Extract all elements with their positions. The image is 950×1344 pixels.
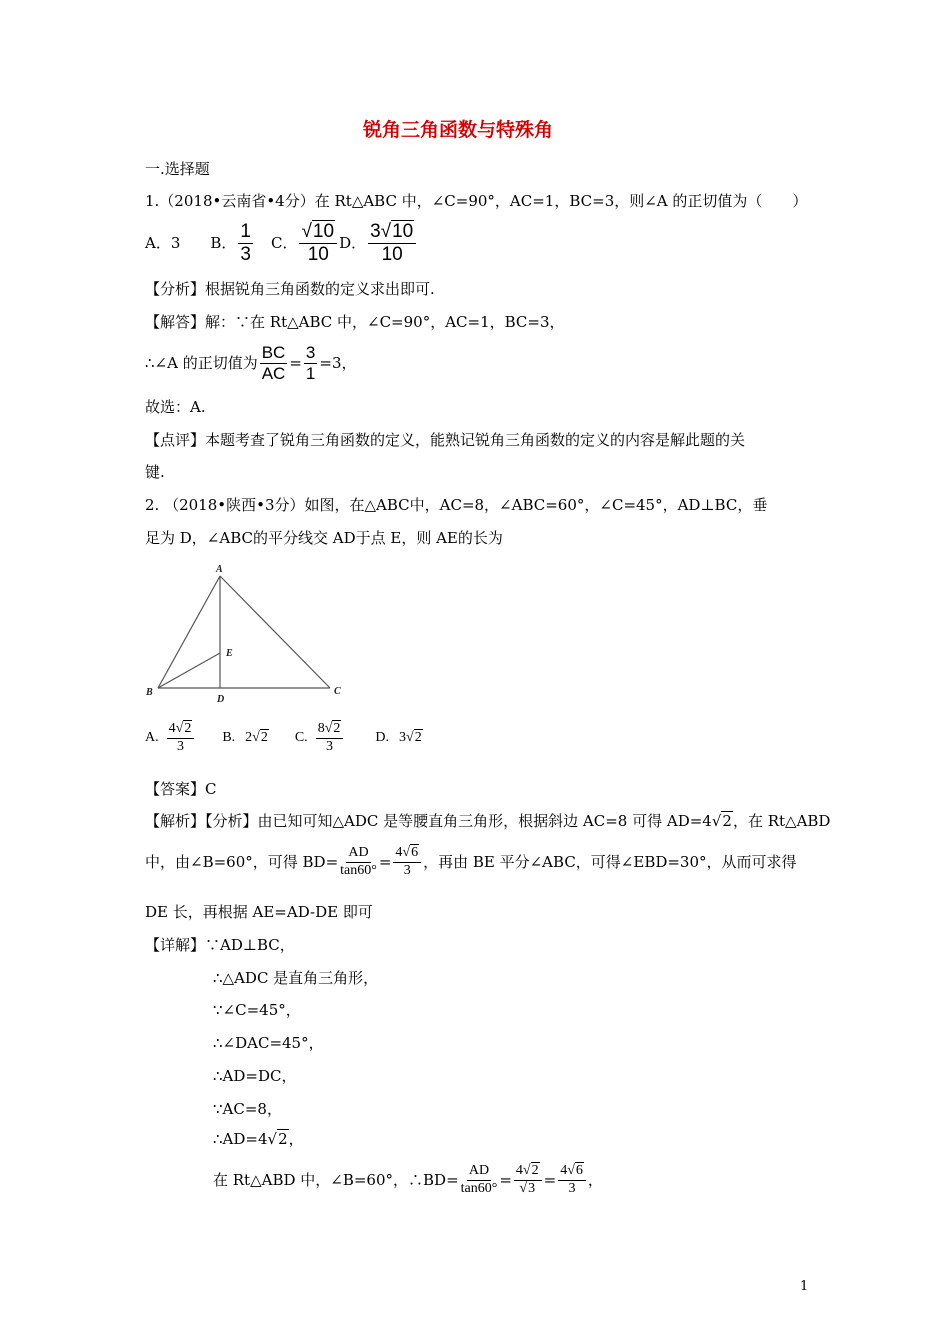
q2-bd-fraction-1: $\frac{AD}{\tan 60^\circ}$ [340,845,377,878]
q2-step-2: ∵∠C=45°， [213,1001,301,1019]
q2-step-1: ∴△ADC 是直角三角形， [213,969,379,987]
q1-opt-a: A．3 [145,233,181,252]
q1-comment-line1: 【点评】本题考查了锐角三角函数的定义，能熟记锐角三角函数的定义的内容是解此题的关 [145,431,746,449]
q2-last-fraction-2: $\frac{4√2}{√3}$ [514,1164,542,1196]
q1-tan-fraction-1: $\frac{BC}{AC}$ [261,343,286,383]
q1-opt-b-fraction: $\frac{1}{3}$ [240,221,251,265]
q2-stem-line2: 足为 D，∠ABC的平分线交 AD于点 E，则 AE的长为 [145,529,503,547]
q2-analysis-line2: 中，由∠B=60°，可得 BD= $\frac{AD}{\tan 60^\circ}$ = $\frac{4√6}{3}$ ，再由 BE 平分∠ABC，可得∠EBD=30°，从而可求得 [145,845,797,878]
q2-last-fraction-1: $\frac{AD}{\tan 60^\circ}$ [460,1163,498,1196]
q1-tan-fraction-2: $\frac{3}{1}$ [305,343,316,383]
q2-step-4: ∴AD=DC， [213,1067,297,1085]
q2-answer: 【答案】C [145,780,217,798]
q1-comment-line2: 键. [145,463,165,481]
q1-stem: 1.（2018•云南省•4分）在 Rt△ABC 中，∠C=90°，AC=1，BC=3，则∠A 的正切值为（ ） [145,192,808,210]
q2-last-line: 在 Rt△ABD 中，∠B=60°，∴BD= $\frac{AD}{\tan 60^\circ}$ = $\frac{4√2}{√3}$ = $\frac{4√6}{3}$ ， [213,1163,603,1196]
q2-options: A. $\frac{4√2}{3}$ B. 2√2 C. $\frac{8√2}{3}$ D. 3√2 [145,721,422,754]
page-number: 1 [800,1279,809,1294]
q2-opt-a-fraction: $\frac{4√2}{3}$ [167,722,195,754]
q2-analysis-line1: 【解析】【分析】由已知可知△ADC 是等腰直角三角形，根据斜边 AC=8 可得 AD=4√2，在 Rt△ABD [145,812,831,830]
q2-step-3: ∴∠DAC=45°， [213,1034,324,1052]
label-e: E [226,648,233,659]
q2-step-ad: ∴AD=4√2， [213,1130,304,1148]
q2-last-fraction-3: $\frac{4√6}{3}$ [558,1164,586,1196]
q2-step-5: ∵AC=8， [213,1100,282,1118]
q1-solution: 【解答】解：∵在 Rt△ABC 中，∠C=90°，AC=1，BC=3， [145,313,565,331]
q1-opt-b-label: B． [210,233,237,252]
q2-bd-fraction-2: $\frac{4√6}{3}$ [393,846,421,878]
segment-ab [158,576,220,688]
q1-opt-d-fraction: $\frac{3√10}{10}$ [368,222,416,265]
label-d: D [217,694,225,705]
q1-opt-c-label: C． [271,233,298,252]
section-heading: 一.选择题 [145,160,210,178]
q2-opt-c-fraction: $\frac{8√2}{3}$ [316,722,344,754]
label-c: C [334,686,341,697]
q1-opt-d-label: D． [339,233,367,252]
segment-ac [220,576,330,688]
label-a: A [216,564,223,575]
q2-opt-d-value: 3√2 [399,730,422,746]
q1-options [145,222,418,265]
q2-detail-head: 【详解】∵AD⊥BC， [145,936,295,954]
q2-opt-b-value: 2√2 [245,730,268,746]
label-b: B [146,687,153,698]
q1-tan-line: ∴∠A 的正切值为 $\frac{BC}{AC}$ = $\frac{3}{1}$ =3， [145,343,357,383]
q2-analysis-line3: DE 长，再根据 AE=AD-DE 即可 [145,903,373,921]
q1-analysis: 【分析】根据锐角三角函数的定义求出即可. [145,280,435,298]
q2-triangle-figure [140,560,360,710]
q1-opt-c-fraction: $\frac{√10}{10}$ [299,222,337,265]
page-title: 锐角三角函数与特殊角 [363,119,554,141]
q2-stem-line1: 2. （2018•陕西•3分）如图，在△ABC中，AC=8，∠ABC=60°，∠C=45°，AD⊥BC，垂 [145,496,768,514]
q1-choice: 故选：A. [145,398,206,416]
